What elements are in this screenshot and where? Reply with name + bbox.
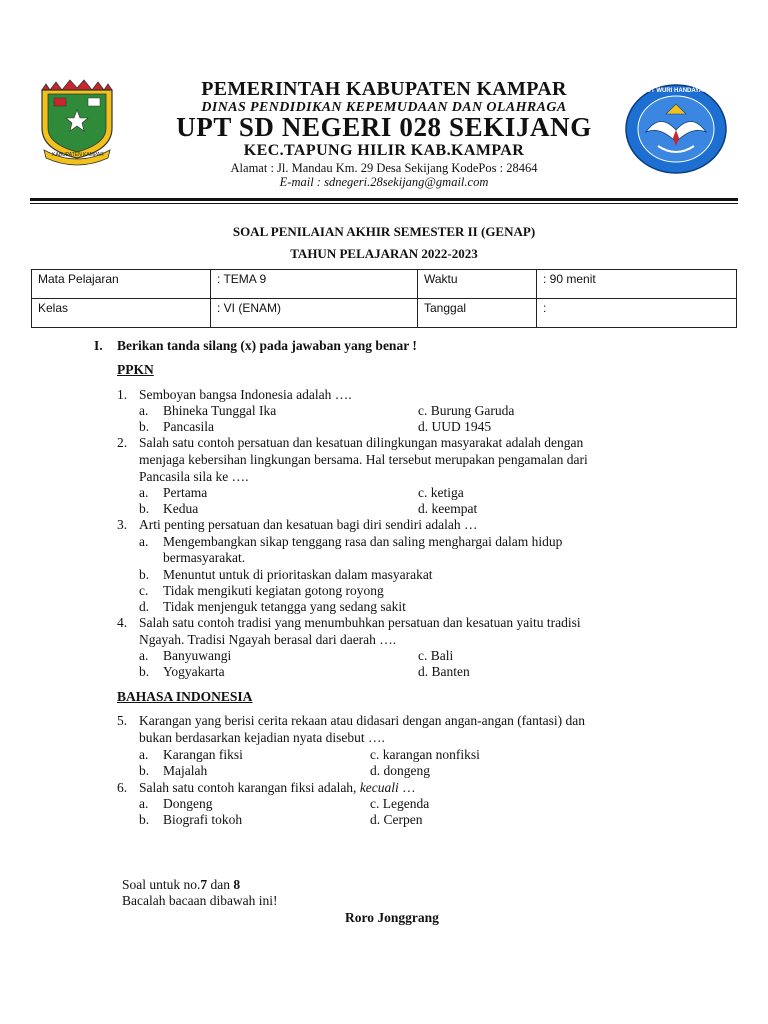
reading-instruction: Bacalah bacaan dibawah ini! bbox=[122, 893, 278, 908]
letterhead-address: Alamat : Jl. Mandau Km. 29 Desa Sekijang KodePos : 28464 bbox=[230, 161, 538, 175]
q3-option-a-line2: bermasyarakat. bbox=[163, 550, 246, 565]
q3-option-d-letter: d. bbox=[139, 599, 150, 614]
q2-option-a: Pertama bbox=[163, 485, 208, 500]
q4-option-a-letter: a. bbox=[139, 648, 149, 663]
soal-note bbox=[122, 877, 240, 893]
q6-text-main: Salah satu contoh karangan fiksi adalah, bbox=[139, 780, 360, 795]
soal-note-number-8: 8 bbox=[233, 877, 241, 892]
section-number: I. bbox=[94, 338, 103, 353]
info-label-date: Tanggal bbox=[418, 299, 537, 328]
q2-option-a-letter: a. bbox=[139, 485, 149, 500]
q4-option-a: Banyuwangi bbox=[163, 648, 232, 663]
q5-option-a-letter: a. bbox=[139, 747, 149, 762]
info-row-class bbox=[32, 299, 737, 328]
q5-option-a: Karangan fiksi bbox=[163, 747, 243, 762]
soal-note-and: dan bbox=[207, 877, 234, 892]
q6-text-kecuali: kecuali bbox=[359, 780, 399, 795]
q6-number: 6. bbox=[117, 780, 128, 795]
letterhead-department: DINAS PENDIDIKAN KEPEMUDAAN DAN OLAHRAGA bbox=[201, 100, 567, 115]
tutwuri-logo-ring-text: TUT WURI HANDAYANI bbox=[643, 88, 709, 94]
q2-text-line1: Salah satu contoh persatuan dan kesatuan dilingkungan masyarakat adalah dengan bbox=[139, 435, 584, 450]
info-value-class: : VI (ENAM) bbox=[211, 299, 418, 328]
q3-option-a-line1: Mengembangkan sikap tenggang rasa dan saling menghargai dalam hidup bbox=[163, 534, 563, 549]
q5-option-b-letter: b. bbox=[139, 763, 150, 778]
q1-option-a-letter: a. bbox=[139, 403, 149, 418]
kampar-logo-ribbon-text: KABUPATEN KAMPAR bbox=[52, 152, 104, 158]
exam-info-table bbox=[31, 269, 737, 328]
q1-option-a: Bhineka Tunggal Ika bbox=[163, 403, 277, 418]
soal-note-prefix: Soal untuk no. bbox=[122, 877, 201, 892]
q1-text: Semboyan bangsa Indonesia adalah …. bbox=[139, 387, 352, 402]
heading-bahasa-indonesia: BAHASA INDONESIA bbox=[117, 689, 253, 704]
q1-option-b: Pancasila bbox=[163, 419, 214, 434]
letterhead-divider-thin bbox=[30, 203, 738, 204]
info-value-time: : 90 menit bbox=[537, 270, 737, 299]
letterhead-government: PEMERINTAH KABUPATEN KAMPAR bbox=[201, 78, 567, 100]
info-row-subject bbox=[32, 270, 737, 299]
q4-option-c: c. Bali bbox=[418, 648, 454, 663]
q5-option-d: d. dongeng bbox=[370, 763, 430, 778]
q3-option-b: Menuntut untuk di prioritaskan dalam masyarakat bbox=[163, 567, 433, 582]
q2-option-d: d. keempat bbox=[418, 501, 478, 516]
q1-option-b-letter: b. bbox=[139, 419, 150, 434]
q3-number: 3. bbox=[117, 517, 128, 532]
q3-option-b-letter: b. bbox=[139, 567, 150, 582]
q5-number: 5. bbox=[117, 713, 128, 728]
q2-text-line2: menjaga kebersihan lingkungan bersama. Hal tersebut merupakan pengamalan dari bbox=[139, 452, 588, 467]
q4-number: 4. bbox=[117, 615, 128, 630]
q5-option-c: c. karangan nonfiksi bbox=[370, 747, 480, 762]
q4-option-d: d. Banten bbox=[418, 664, 470, 679]
q2-text-line3: Pancasila sila ke …. bbox=[139, 469, 249, 484]
q6-option-d: d. Cerpen bbox=[370, 812, 423, 827]
letterhead-email: E-mail : sdnegeri.28sekijang@gmail.com bbox=[279, 175, 489, 189]
q2-number: 2. bbox=[117, 435, 128, 450]
info-label-subject: Mata Pelajaran bbox=[32, 270, 211, 299]
section-instruction: Berikan tanda silang (x) pada jawaban yang benar ! bbox=[117, 338, 417, 353]
q2-option-c: c. ketiga bbox=[418, 485, 464, 500]
q3-option-c-letter: c. bbox=[139, 583, 149, 598]
letterhead-divider-thick bbox=[30, 198, 738, 201]
q3-option-c: Tidak mengikuti kegiatan gotong royong bbox=[163, 583, 384, 598]
exam-title: SOAL PENILAIAN AKHIR SEMESTER II (GENAP) bbox=[232, 224, 536, 239]
q4-text-line1: Salah satu contoh tradisi yang menumbuhkan persatuan dan kesatuan yaitu tradisi bbox=[139, 615, 581, 630]
q1-option-c: c. Burung Garuda bbox=[418, 403, 515, 418]
q6-option-b-letter: b. bbox=[139, 812, 150, 827]
exam-year: TAHUN PELAJARAN 2022-2023 bbox=[290, 246, 478, 261]
letterhead-district: KEC.TAPUNG HILIR KAB.KAMPAR bbox=[243, 142, 525, 159]
q6-option-a-letter: a. bbox=[139, 796, 149, 811]
soal-note-number-7: 7 bbox=[200, 877, 208, 892]
q2-option-b-letter: b. bbox=[139, 501, 150, 516]
q5-option-b: Majalah bbox=[163, 763, 208, 778]
info-label-class: Kelas bbox=[32, 299, 211, 328]
q6-text-ellipsis: … bbox=[398, 780, 416, 795]
info-label-time: Waktu bbox=[418, 270, 537, 299]
q3-text: Arti penting persatuan dan kesatuan bagi diri sendiri adalah … bbox=[139, 517, 478, 532]
q3-option-d: Tidak menjenguk tetangga yang sedang sakit bbox=[163, 599, 406, 614]
info-value-subject: : TEMA 9 bbox=[211, 270, 418, 299]
q1-option-d: d. UUD 1945 bbox=[418, 419, 492, 434]
q3-option-a-letter: a. bbox=[139, 534, 149, 549]
q4-text-line2: Ngayah. Tradisi Ngayah berasal dari daerah …. bbox=[139, 632, 397, 647]
q6-option-c: c. Legenda bbox=[370, 796, 430, 811]
letterhead-school-name: UPT SD NEGERI 028 SEKIJANG bbox=[176, 112, 592, 142]
info-value-date: : bbox=[537, 299, 737, 328]
q5-text-line1: Karangan yang berisi cerita rekaan atau didasari dengan angan-angan (fantasi) dan bbox=[139, 713, 586, 728]
q4-option-b-letter: b. bbox=[139, 664, 150, 679]
heading-ppkn: PPKN bbox=[117, 362, 154, 377]
q6-text bbox=[139, 780, 416, 796]
q6-option-a: Dongeng bbox=[163, 796, 213, 811]
q1-number: 1. bbox=[117, 387, 128, 402]
q6-option-b: Biografi tokoh bbox=[163, 812, 243, 827]
q4-option-b: Yogyakarta bbox=[163, 664, 225, 679]
story-title: Roro Jonggrang bbox=[345, 910, 439, 925]
q5-text-line2: bukan berdasarkan kejadian nyata disebut …. bbox=[139, 730, 385, 745]
q2-option-b: Kedua bbox=[163, 501, 199, 516]
